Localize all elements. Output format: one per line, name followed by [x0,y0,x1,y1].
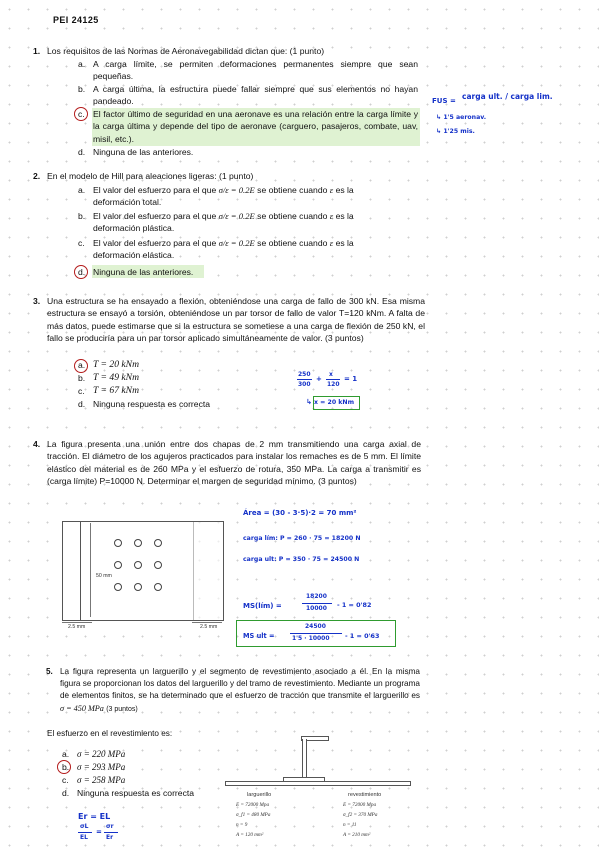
dimension-height: 50 mm [96,573,112,579]
note-q5-d: Er [106,834,114,841]
question-text-end: (3 puntos) [106,705,138,713]
fraction-bar [290,633,342,634]
stringer-figure [225,735,415,787]
answer-circle [74,107,88,121]
question-text: Una estructura se ha ensayado a flexión, obteniéndose una carga de fallo de 300 kN. Esa misma estructura se ensayó a torsión, obteniéndose un par torsor de fallo de valor T=120 kNm. A falta de más datos, puede estimarse que si la estructura se sometiese a una carga de flexión de 250 kN, el fallo se produciría para un par torsor aplicado simultáneamente de valor. (3 puntos) [47,296,425,344]
fraction-bar [78,832,92,833]
dimension-line [90,523,91,617]
fraction-bar [326,379,340,380]
question-number: 2. [33,171,41,181]
dimension-right: 2.5 mm [200,624,218,630]
question-5 [46,666,420,716]
note-q3-result: ↳ x = 20 kNm [306,398,355,406]
question-3 [33,295,425,345]
answer-circle [57,760,71,774]
note-q4-ms-ult-lhs: MS ult = [243,632,275,640]
skin-area: A = 210 mm² [343,832,371,838]
question-text-expr: σ = 450 MPa [60,703,104,713]
answer-circle [74,265,88,279]
note-q3-n2: x [329,371,333,378]
stringer-area: A = 120 mm² [236,832,264,838]
table-header-skin: revestimiento [348,792,382,798]
note-q4-ms-ult-rhs: - 1 = 0'63 [345,632,380,640]
note-q4-ms-lim-rhs: - 1 = 0'82 [337,601,372,609]
note-fus-missile: ↳ 1'25 mis. [436,128,475,135]
stringer-modulus: E = 72000 Mpa [236,802,270,808]
question-text: La figura representa un larguerillo y el segmento de revestimiento asociado a él. En la misma figura se proporcionan los datos del larguerillo y del tramo de revestimiento. Mediante un programa de elementos finitos, se ha determinado que el esfuerzo de tracción que transmite el larguerillo es [60,667,420,701]
note-q3-n1: 250 [298,371,311,378]
fraction-bar [302,603,332,604]
question-number: 4. [33,439,41,449]
question-number: 5. [46,667,53,676]
question-text: La figura presenta una unión entre dos chapas de 2 mm transmitiendo una carga axial de tracción. El diámetro de los agujeros practicados para instalar los remaches es de 5 mm. El límite elástico del material es de 260 MPa y el esfuerzo de rotura, 350 MPa. La carga a transmitir es (carga límite) P=10000 N. Determinar el margen de seguridad mínimo. (3 puntos) [47,439,421,487]
page-header: PEI 24125 [53,15,99,25]
note-q4-ultimate-load: carga ult: P = 350 · 75 = 24500 N [243,556,360,563]
rivet-hole [154,539,162,547]
note-q4-ms-lim-num: 18200 [306,593,327,600]
note-q5-eq: = [96,828,102,836]
question-text: En el modelo de Hill para aleaciones ligeras: (1 punto) [47,171,254,181]
note-fus-aircraft: ↳ 1'5 aeronav. [436,114,487,121]
rivet-hole [114,583,122,591]
note-q4-limit-load: carga lím: P = 260 · 75 = 18200 N [243,535,361,542]
note-q5-strain-eq: Er = EL [78,812,111,821]
stringer-stress: σ_f1 = 480 MPa [236,812,271,818]
rivet-hole [134,539,142,547]
note-q4-ms-ult-num: 24500 [305,623,326,630]
note-q5-b: EL [80,834,88,841]
note-q4-ms-ult-den: 1'5 · 10000 [292,635,330,642]
fraction-bar [104,832,118,833]
question-number: 1. [33,46,41,56]
plate-right [80,521,224,621]
rivet-hole [154,583,162,591]
skin-stress: σ_f2 = 370 MPa [343,812,378,818]
dimension-line [62,622,92,623]
note-q3-eq: = 1 [344,375,358,383]
stringer-web [302,739,307,778]
answer-circle [74,359,88,373]
dimension-left: 2.5 mm [68,624,86,630]
question-5-subtitle: El esfuerzo en el revestimiento es: [47,729,173,738]
rivet-hole [154,561,162,569]
question-text: Los requisitos de las Normas de Aeronavegabilidad dictan que: (1 punto) [47,46,325,56]
question-2 [33,170,419,182]
note-fus-label: FUS = [432,97,456,105]
stringer-n: n = 9 [236,822,248,828]
note-q3-plus: + [316,375,322,383]
note-q3-d1: 300 [298,381,311,388]
rivet-hole [114,561,122,569]
note-q5-a: σL [80,823,89,830]
note-q4-ms-lim-den: 10000 [306,605,327,612]
fraction-bar [297,379,312,380]
note-q4-ms-lim-lhs: MS(lím) = [243,602,282,610]
note-q3-d2: 120 [327,381,340,388]
dimension-line [192,622,222,623]
rivet-hole [114,539,122,547]
question-1 [33,45,419,57]
table-header-stringer: larguerillo [247,792,272,798]
skin-n: n = 11 [343,822,357,828]
question-4 [33,438,421,488]
note-q5-c: σr [106,823,114,830]
rivet-hole [134,561,142,569]
note-q4-area: Área = (30 - 3·5)·2 = 70 mm² [243,509,357,517]
skin-panel [225,781,411,786]
skin-modulus: E = 72000 Mpa [343,802,377,808]
question-number: 3. [33,296,41,306]
rivet-hole [134,583,142,591]
note-fus-fraction: carga ult. / carga lim. [462,92,553,101]
riveted-joint-figure [60,515,230,630]
